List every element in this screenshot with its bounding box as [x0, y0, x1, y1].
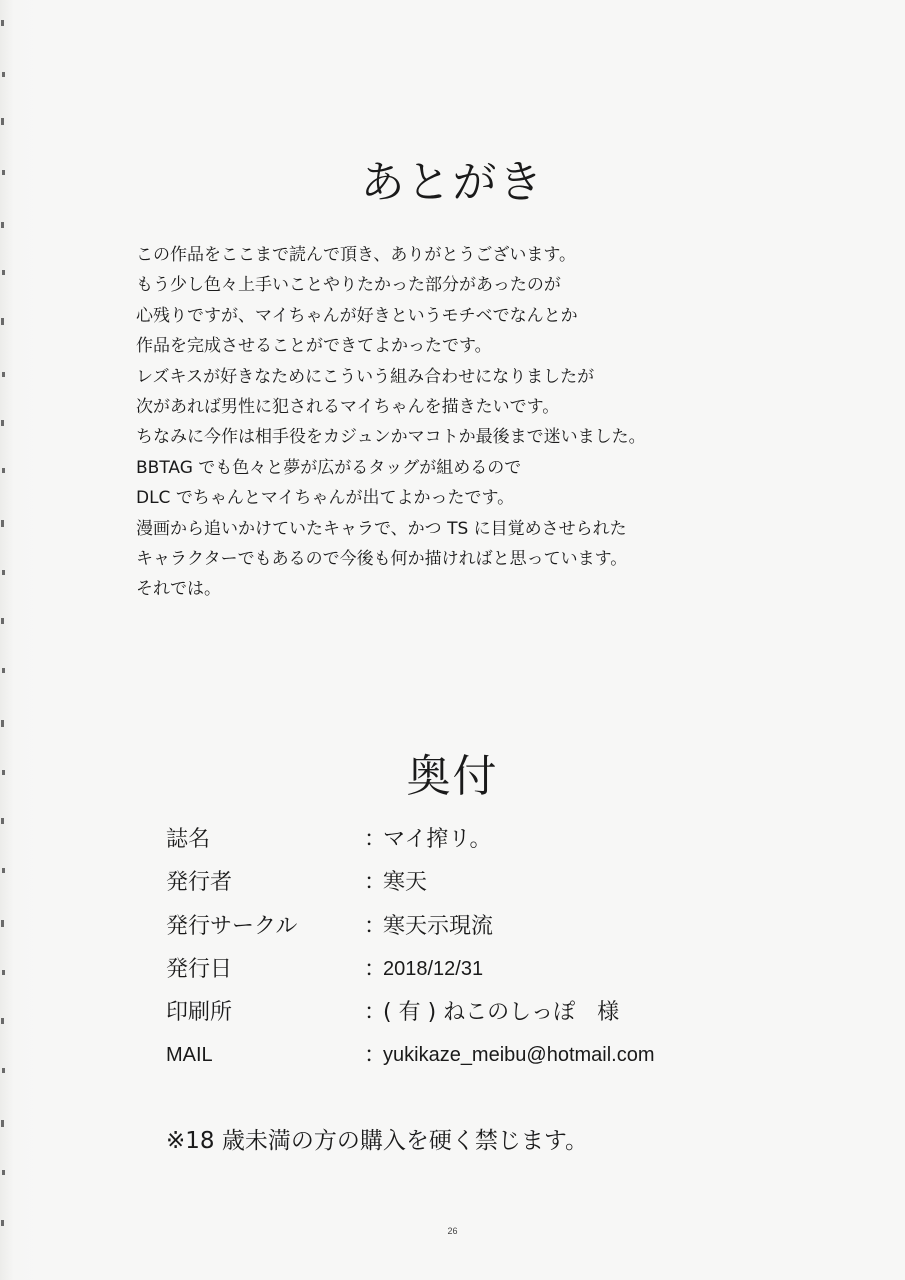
colophon-label: 発行サークル — [166, 913, 298, 939]
age-restriction-notice: ※18 歳未満の方の購入を硬く禁じます。 — [166, 1128, 589, 1154]
colophon-row-printer — [166, 991, 786, 1034]
colophon-separator: ： — [364, 913, 387, 939]
colophon-separator: ： — [364, 827, 387, 852]
colophon-value: 寒天示現流 — [383, 913, 494, 939]
colophon-value-email: yukikaze_meibu@hotmail.com — [383, 1044, 655, 1067]
colophon-label: 発行日 — [166, 956, 233, 982]
afterword-body — [136, 240, 856, 605]
colophon-row-title — [166, 818, 786, 861]
afterword-line: この作品をここまで読んで頂き、ありがとうございます。 — [136, 245, 576, 265]
afterword-line: DLC でちゃんとマイちゃんが出てよかったです。 — [136, 488, 515, 509]
colophon-table — [166, 818, 786, 1078]
afterword-line: 次があれば男性に犯されるマイちゃんを描きたいです。 — [136, 396, 560, 417]
afterword-line: もう少し色々上手いことやりたかった部分があったのが — [136, 275, 561, 296]
colophon-row-mail — [166, 1034, 786, 1077]
afterword-line: レズキスが好きなためにこういう組み合わせになりましたが — [136, 366, 595, 387]
colophon-separator: ： — [364, 870, 387, 896]
afterword-line: ちなみに今作は相手役をカジュンかマコトか最後まで迷いました。 — [136, 427, 646, 448]
afterword-line: 心残りですが、マイちゃんが好きというモチベでなんとか — [136, 305, 578, 326]
colophon-label: 誌名 — [166, 827, 211, 852]
colophon-title: 奥付 — [406, 751, 499, 802]
page-number: 26 — [447, 1226, 458, 1236]
colophon-label: 発行者 — [166, 870, 233, 896]
colophon-value: ( 有 ) ねこのしっぽ 様 — [383, 1000, 620, 1026]
afterword-line: 作品を完成させることができてよかったです。 — [136, 336, 492, 357]
afterword-line: BBTAG でも色々と夢が広がるタッグが組めるので — [136, 457, 522, 478]
colophon-label: MAIL — [166, 1044, 213, 1067]
afterword-line: それでは。 — [136, 579, 221, 600]
colophon-label: 印刷所 — [166, 1000, 233, 1026]
colophon-separator: ： — [364, 956, 387, 982]
afterword-line: キャラクターでもあるので今後も何か描ければと思っています。 — [136, 548, 628, 569]
colophon-row-circle — [166, 905, 786, 948]
colophon-row-date — [166, 948, 786, 991]
colophon-value: 2018/12/31 — [383, 957, 484, 980]
afterword-line: 漫画から追いかけていたキャラで、かつ TS に目覚めさせられた — [136, 518, 627, 539]
colophon-value: 寒天 — [383, 870, 428, 896]
colophon-value: マイ搾リ。 — [383, 827, 492, 852]
colophon-row-publisher — [166, 861, 786, 904]
colophon-separator: ： — [364, 1000, 387, 1026]
afterword-title: あとがき — [360, 157, 545, 208]
colophon-separator: ： — [364, 1043, 387, 1069]
